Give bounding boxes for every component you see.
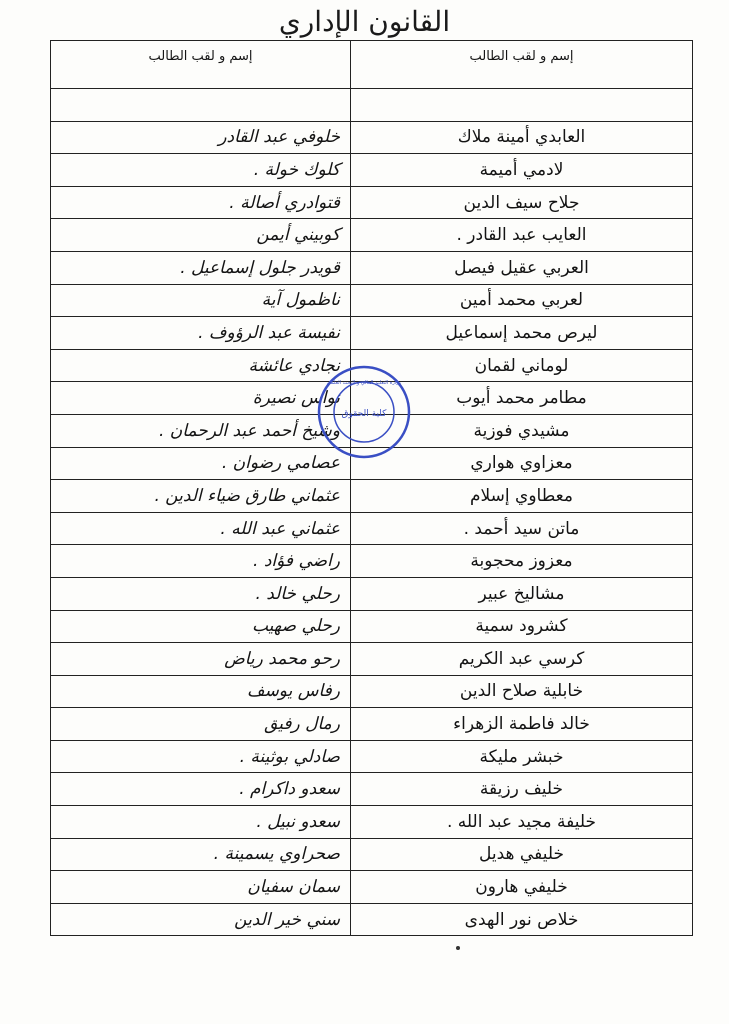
student-name-right: لعربي محمد أمين <box>351 284 693 317</box>
student-name-left: نفيسة عبد الرؤوف . <box>51 317 351 350</box>
table-row <box>51 740 693 773</box>
student-name-left: ناظمول آية <box>51 284 351 317</box>
student-name-right: خابلية صلاح الدين <box>351 675 693 708</box>
student-name-left: صادلي بوثينة . <box>51 740 351 773</box>
student-name-left: رمال رفيق <box>51 708 351 741</box>
stamp-top-text: وزارة التعليم العالي و البحث العلمي <box>326 380 402 386</box>
student-name-right: معزوز محجوبة <box>351 545 693 578</box>
student-name-right: مشاليخ عبير <box>351 577 693 610</box>
table-row <box>51 251 693 284</box>
student-name-right: كرسي عبد الكريم <box>351 643 693 676</box>
table-row <box>51 643 693 676</box>
student-name-right: ماتن سيد أحمد . <box>351 512 693 545</box>
student-name-left: عصامي رضوان . <box>51 447 351 480</box>
table-row <box>51 512 693 545</box>
table-row <box>51 480 693 513</box>
table-row <box>51 317 693 350</box>
table-row <box>51 838 693 871</box>
student-name-right: لوماني لقمان <box>351 349 693 382</box>
student-name-left: راضي فؤاد . <box>51 545 351 578</box>
student-name-right: خليفي هارون <box>351 871 693 904</box>
student-name-left: سعدو داكرام . <box>51 773 351 806</box>
table-header-row <box>51 41 693 89</box>
table-row <box>51 871 693 904</box>
column-header-left: إسم و لقب الطالب <box>51 41 351 89</box>
table-row <box>51 121 693 154</box>
student-name-right: خبشر مليكة <box>351 740 693 773</box>
student-name-right: مشيدي فوزية <box>351 414 693 447</box>
table-row <box>51 186 693 219</box>
student-name-right: خالد فاطمة الزهراء <box>351 708 693 741</box>
student-name-left: رفاس يوسف <box>51 675 351 708</box>
student-name-left: وشيخ أحمد عبد الرحمان . <box>51 414 351 447</box>
table-row <box>51 903 693 936</box>
ink-dot <box>456 946 460 950</box>
table-row <box>51 806 693 839</box>
table-row <box>51 708 693 741</box>
table-row <box>51 219 693 252</box>
student-name-left: كوبيني أيمن <box>51 219 351 252</box>
student-name-left: رحلي خالد . <box>51 577 351 610</box>
student-name-left: نجادي عائشة <box>51 349 351 382</box>
student-name-right: لادمي أميمة <box>351 154 693 187</box>
student-name-left: سعدو نبيل . <box>51 806 351 839</box>
student-name-left: صحراوي يسمينة . <box>51 838 351 871</box>
official-stamp <box>316 364 412 460</box>
student-name-left: خلوفي عبد القادر <box>51 121 351 154</box>
student-name-right: مطامر محمد أيوب <box>351 382 693 415</box>
table-row <box>51 284 693 317</box>
student-name-left: رحلي صهيب <box>51 610 351 643</box>
table-row <box>51 577 693 610</box>
student-name-left: قتوادري أصالة . <box>51 186 351 219</box>
table-row <box>51 675 693 708</box>
student-name-right: كشرود سمية <box>351 610 693 643</box>
student-name-right: معزاوي هواري <box>351 447 693 480</box>
student-name-left: رحو محمد رياض <box>51 643 351 676</box>
column-header-right: إسم و لقب الطالب <box>351 41 693 89</box>
student-name-right: خليفي هديل <box>351 838 693 871</box>
table-row <box>51 154 693 187</box>
student-name-left <box>51 89 351 122</box>
stamp-center-text: كلية الحقوق <box>341 409 387 419</box>
student-name-left: عثماني عبد الله . <box>51 512 351 545</box>
student-name-right: العربي عقيل فيصل <box>351 251 693 284</box>
student-name-left: نواس نصيرة <box>51 382 351 415</box>
student-name-right: خلاص نور الهدى <box>351 903 693 936</box>
student-name-left: سمان سفيان <box>51 871 351 904</box>
student-name-right: خليف رزيقة <box>351 773 693 806</box>
student-name-right: معطاوي إسلام <box>351 480 693 513</box>
student-roster-table <box>50 40 693 936</box>
table-row <box>51 773 693 806</box>
student-name-right <box>351 89 693 122</box>
roster-body <box>51 89 693 936</box>
student-name-left: سني خير الدين <box>51 903 351 936</box>
student-name-right: العابدي أمينة ملاك <box>351 121 693 154</box>
student-name-right: خليفة مجيد عبد الله . <box>351 806 693 839</box>
student-name-right: ليرص محمد إسماعيل <box>351 317 693 350</box>
student-name-right: جلاح سيف الدين <box>351 186 693 219</box>
student-name-left: كلوك خولة . <box>51 154 351 187</box>
table-row <box>51 545 693 578</box>
page-title: القانون الإداري <box>278 5 451 38</box>
student-name-right: العايب عبد القادر . <box>351 219 693 252</box>
student-name-left: قويدر جلول إسماعيل . <box>51 251 351 284</box>
student-name-left: عثماني طارق ضياء الدين . <box>51 480 351 513</box>
table-row <box>51 610 693 643</box>
table-row <box>51 89 693 122</box>
